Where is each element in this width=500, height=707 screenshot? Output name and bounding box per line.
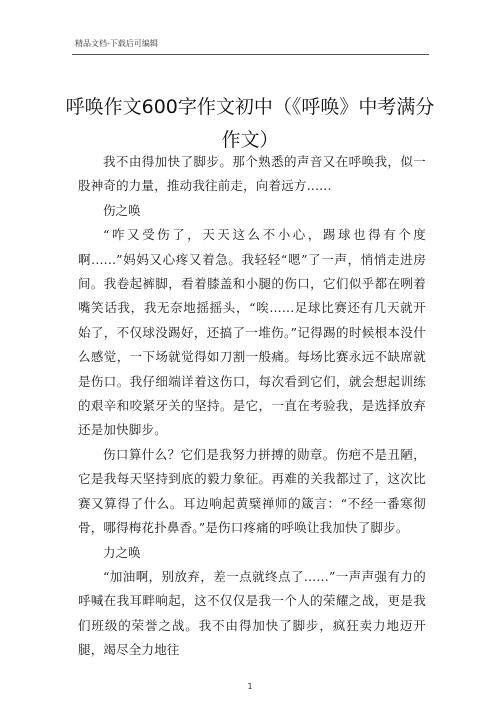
section-heading-injury: 伤之唤 bbox=[103, 202, 141, 218]
paragraph-injury-2: 伤口算什么？它们是我努力拼搏的勋章。伤疤不是丑陋，它是我每天坚持到底的毅力象征。再难的关我都过了，这次比赛又算得了什么。耳边响起黄檗禅师的箴言：“不经一番寒彻骨，哪得梅花扑鼻香。”是伤口疼痛的呼唤让我加快了脚步。 bbox=[78, 446, 426, 536]
paragraph-strength-1: “加油啊，别放弃，差一点就终点了......”一声声强有力的呼喊在我耳畔响起，这不仅仅是我一个人的荣耀之战，更是我们班级的荣誉之战。我不由得加快了脚步，疯狂卖力地迈开腿，竭尽全力地往 bbox=[78, 568, 426, 658]
section-heading-strength: 力之唤 bbox=[103, 544, 141, 560]
document-body bbox=[78, 150, 426, 663]
intro-paragraph: 我不由得加快了脚步。那个熟悉的声音又在呼唤我，似一股神奇的力量，推动我往前走，向着远方...... bbox=[78, 154, 426, 194]
header-note: 精品文档-下载后可编辑 bbox=[75, 39, 158, 48]
page-number: 1 bbox=[247, 682, 253, 691]
document-title: 呼唤作文600字作文初中（《呼唤》中考满分作文） bbox=[65, 95, 435, 151]
paragraph-injury-1: “咋又受伤了，天天这么不小心，踢球也得有个度啊......”妈妈又心疼又着急。我轻轻“嗯”了一声，悄悄走进房间。我卷起裤脚，看着膝盖和小腿的伤口，它们似乎都在咧着嘴笑话我，我无奈地摇摇头，“唉......足球比赛还有几天就开始了，不仅球没踢好，还搞了一堆伤。”记得踢的时候根本没什么感觉，一下场就觉得如刀割一般痛。每场比赛永远不缺席就是伤口。我仔细端详着这伤口，每次看到它们，就会想起训练的艰辛和咬紧牙关的坚持。是它，一直在考验我，是选择放弃还是加快脚步。 bbox=[78, 227, 426, 438]
header-divider bbox=[72, 54, 429, 55]
